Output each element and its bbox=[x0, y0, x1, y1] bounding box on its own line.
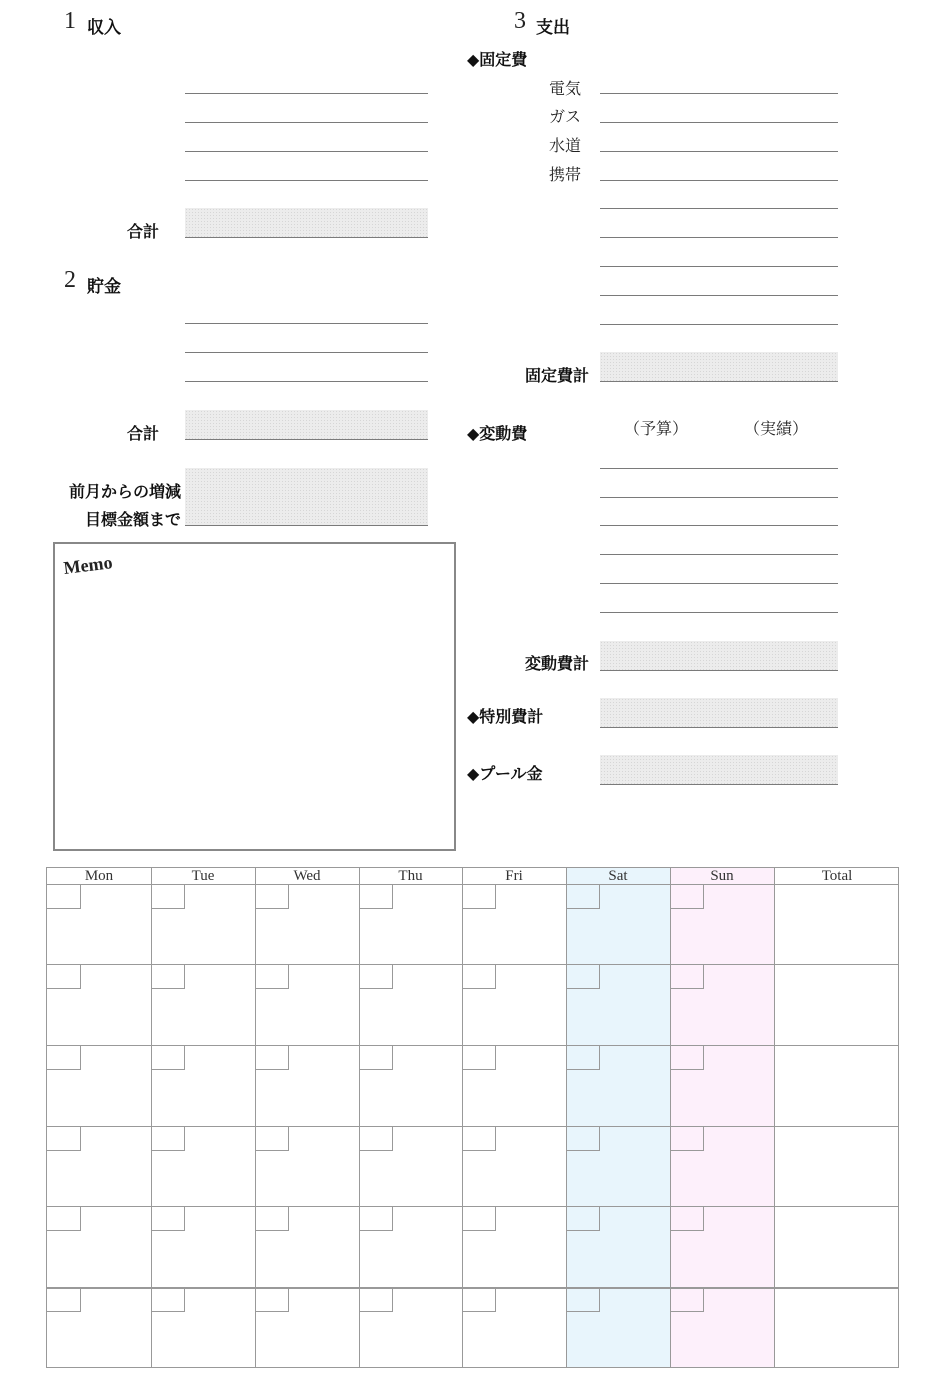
fixed-total-label: 固定費計 bbox=[525, 366, 590, 385]
day-header-total: Total bbox=[821, 868, 853, 884]
calendar-date-box[interactable] bbox=[462, 1126, 496, 1151]
income-total-field[interactable] bbox=[185, 208, 428, 238]
day-header-tue: Tue bbox=[191, 868, 215, 884]
calendar-date-box[interactable] bbox=[359, 1206, 393, 1231]
calendar-date-box[interactable] bbox=[670, 964, 704, 989]
calendar-date-box[interactable] bbox=[462, 884, 496, 909]
fixed-line[interactable] bbox=[600, 237, 838, 238]
calendar-date-box[interactable] bbox=[151, 1045, 185, 1070]
calendar-date-box[interactable] bbox=[255, 1126, 289, 1151]
pool-field[interactable] bbox=[600, 755, 838, 785]
calendar-date-box[interactable] bbox=[255, 1206, 289, 1231]
calendar-date-box[interactable] bbox=[462, 964, 496, 989]
income-line[interactable] bbox=[185, 122, 428, 123]
calendar-date-box[interactable] bbox=[670, 1126, 704, 1151]
calendar-date-box[interactable] bbox=[151, 964, 185, 989]
calendar-date-box[interactable] bbox=[47, 1287, 81, 1312]
fixed-line[interactable] bbox=[600, 180, 838, 181]
calendar-date-box[interactable] bbox=[359, 964, 393, 989]
calendar-date-box[interactable] bbox=[462, 1206, 496, 1231]
savings-change-field[interactable] bbox=[185, 468, 428, 498]
variable-line[interactable] bbox=[600, 468, 838, 469]
calendar-date-box[interactable] bbox=[670, 1045, 704, 1070]
savings-total-field[interactable] bbox=[185, 410, 428, 440]
calendar-date-box[interactable] bbox=[566, 1206, 600, 1231]
fixed-total-field[interactable] bbox=[600, 352, 838, 382]
income-line[interactable] bbox=[185, 151, 428, 152]
fixed-line[interactable] bbox=[600, 93, 838, 94]
calendar-date-box[interactable] bbox=[47, 1206, 81, 1231]
calendar-date-box[interactable] bbox=[566, 1287, 600, 1312]
calendar-date-box[interactable] bbox=[255, 964, 289, 989]
calendar-grid bbox=[46, 867, 899, 1368]
fixed-line[interactable] bbox=[600, 324, 838, 325]
calendar-date-box[interactable] bbox=[47, 964, 81, 989]
fixed-item-electric: 電気 bbox=[549, 79, 582, 98]
day-header-sat: Sat bbox=[608, 868, 628, 884]
calendar-date-box[interactable] bbox=[359, 884, 393, 909]
fixed-line[interactable] bbox=[600, 266, 838, 267]
day-header-mon: Mon bbox=[84, 868, 114, 884]
memo-title: Memo bbox=[62, 552, 114, 579]
calendar-date-box[interactable] bbox=[151, 884, 185, 909]
calendar-date-box[interactable] bbox=[151, 1287, 185, 1312]
calendar-date-box[interactable] bbox=[255, 884, 289, 909]
fixed-item-water: 水道 bbox=[549, 136, 582, 155]
fixed-title: ◆固定費 bbox=[467, 50, 528, 69]
variable-line[interactable] bbox=[600, 583, 838, 584]
variable-line[interactable] bbox=[600, 525, 838, 526]
pool-label: ◆プール金 bbox=[467, 764, 543, 783]
calendar-date-box[interactable] bbox=[462, 1045, 496, 1070]
calendar-date-box[interactable] bbox=[255, 1287, 289, 1312]
calendar-date-box[interactable] bbox=[670, 1287, 704, 1312]
income-total-label: 合計 bbox=[127, 222, 160, 241]
savings-line[interactable] bbox=[185, 352, 428, 353]
fixed-item-mobile: 携帯 bbox=[549, 165, 582, 184]
calendar-date-box[interactable] bbox=[359, 1287, 393, 1312]
calendar-date-box[interactable] bbox=[47, 1126, 81, 1151]
fixed-item-gas: ガス bbox=[549, 107, 582, 126]
memo-box[interactable] bbox=[53, 542, 456, 851]
calendar-date-box[interactable] bbox=[151, 1206, 185, 1231]
calendar-date-box[interactable] bbox=[47, 1045, 81, 1070]
special-field[interactable] bbox=[600, 698, 838, 728]
expenses-number: 3 bbox=[514, 8, 526, 34]
variable-line[interactable] bbox=[600, 497, 838, 498]
savings-title: 貯金 bbox=[87, 277, 121, 297]
calendar-date-box[interactable] bbox=[255, 1045, 289, 1070]
day-header-fri: Fri bbox=[505, 868, 523, 884]
calendar-date-box[interactable] bbox=[359, 1045, 393, 1070]
income-line[interactable] bbox=[185, 180, 428, 181]
variable-title: ◆変動費 bbox=[467, 424, 528, 443]
savings-total-label: 合計 bbox=[127, 424, 160, 443]
variable-line[interactable] bbox=[600, 612, 838, 613]
calendar-date-box[interactable] bbox=[359, 1126, 393, 1151]
fixed-line[interactable] bbox=[600, 122, 838, 123]
calendar-date-box[interactable] bbox=[566, 884, 600, 909]
savings-goal-field[interactable] bbox=[185, 497, 428, 526]
variable-total-label: 変動費計 bbox=[525, 654, 590, 673]
calendar-date-box[interactable] bbox=[670, 1206, 704, 1231]
income-number: 1 bbox=[64, 8, 76, 34]
fixed-line[interactable] bbox=[600, 295, 838, 296]
savings-line[interactable] bbox=[185, 381, 428, 382]
savings-line[interactable] bbox=[185, 323, 428, 324]
calendar-date-box[interactable] bbox=[566, 964, 600, 989]
fixed-line[interactable] bbox=[600, 151, 838, 152]
income-line[interactable] bbox=[185, 93, 428, 94]
day-header-wed: Wed bbox=[293, 868, 321, 884]
day-header-sun: Sun bbox=[710, 868, 734, 884]
variable-actual-label: （実績） bbox=[744, 419, 809, 438]
calendar-date-box[interactable] bbox=[566, 1126, 600, 1151]
fixed-line[interactable] bbox=[600, 208, 838, 209]
calendar-date-box[interactable] bbox=[47, 884, 81, 909]
savings-change-label: 前月からの増減 bbox=[68, 482, 181, 501]
special-label: ◆特別費計 bbox=[467, 707, 544, 726]
day-header-thu: Thu bbox=[398, 868, 423, 884]
variable-budget-label: （予算） bbox=[624, 419, 689, 438]
variable-total-field[interactable] bbox=[600, 641, 838, 671]
expenses-title: 支出 bbox=[536, 18, 570, 38]
income-title: 収入 bbox=[87, 18, 121, 38]
calendar-column-divider bbox=[774, 868, 775, 1367]
savings-goal-label: 目標金額まで bbox=[84, 510, 181, 529]
calendar-date-box[interactable] bbox=[670, 884, 704, 909]
calendar-date-box[interactable] bbox=[566, 1045, 600, 1070]
savings-number: 2 bbox=[64, 267, 76, 293]
calendar-date-box[interactable] bbox=[151, 1126, 185, 1151]
variable-line[interactable] bbox=[600, 554, 838, 555]
calendar-date-box[interactable] bbox=[462, 1287, 496, 1312]
